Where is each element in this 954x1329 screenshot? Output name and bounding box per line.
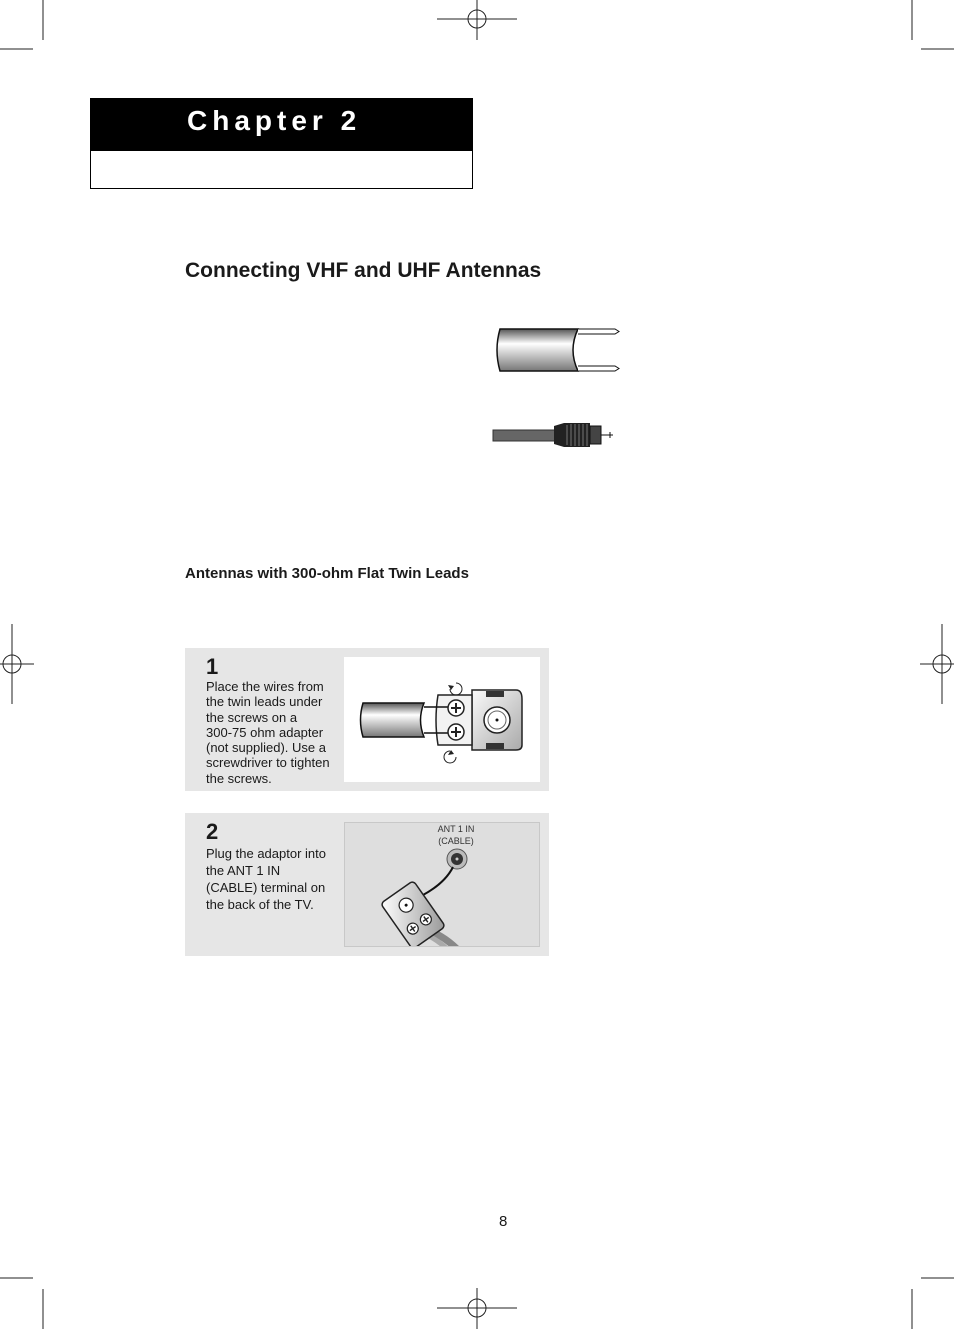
step-panel-2 <box>185 813 549 956</box>
step-number: 2 <box>206 819 219 844</box>
terminal-label-line: ANT 1 IN <box>437 824 475 834</box>
step-text-line: the ANT 1 IN <box>206 863 281 878</box>
coaxial-cable-illustration <box>492 420 616 450</box>
adapter-wiring-illustration <box>344 657 540 782</box>
step-text-line: (not supplied). Use a <box>206 740 326 756</box>
twin-lead-wire-illustration <box>492 326 624 376</box>
adapter-wiring-graphic <box>344 657 540 782</box>
step-text-line: Place the wires from <box>206 679 324 694</box>
tv-terminal-illustration <box>344 822 540 947</box>
chapter-title-bar <box>91 99 472 151</box>
page-title: Connecting VHF and UHF Antennas <box>185 259 542 282</box>
step-text-line: screwdriver to tighten <box>206 755 330 771</box>
coaxial-cable-graphic <box>492 420 616 450</box>
page-number: 8 <box>499 1213 508 1230</box>
step-text-line: the twin leads under <box>206 694 323 710</box>
chapter-title: Chapter 2 <box>187 105 362 136</box>
step-text-line: 300-75 ohm adapter <box>206 724 324 740</box>
step-text-line: Plug the adaptor into <box>206 846 326 861</box>
section-heading: Antennas with 300-ohm Flat Twin Leads <box>185 565 469 582</box>
step-number: 1 <box>206 654 219 679</box>
step-text-line: the back of the TV. <box>206 897 314 912</box>
step-text-line: (CABLE) terminal on <box>206 880 326 895</box>
twin-lead-wire-graphic <box>492 326 624 376</box>
step-instructions <box>206 845 346 913</box>
step-panel-1 <box>185 648 549 791</box>
chapter-header <box>90 98 473 189</box>
tv-terminal-graphic <box>345 823 539 946</box>
step-text-line: the screws on a <box>206 709 298 725</box>
terminal-label-line: (CABLE) <box>438 836 474 846</box>
step-text-line: the screws. <box>206 770 272 786</box>
step-instructions <box>206 679 346 786</box>
